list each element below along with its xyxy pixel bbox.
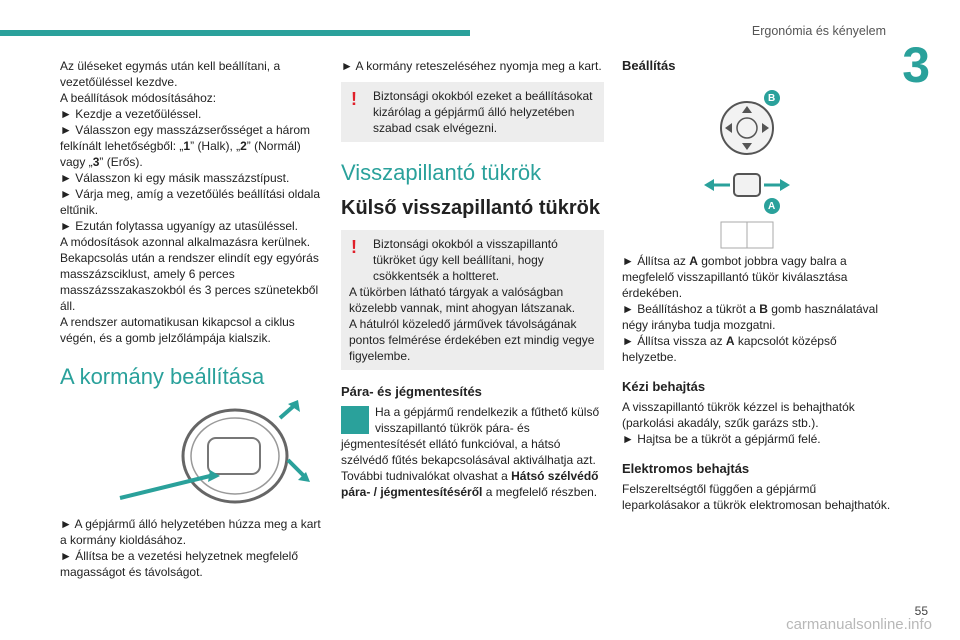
paragraph: A beállítások módosításához: [60, 91, 217, 105]
header-accent-bar [0, 30, 470, 36]
step: ► Kezdje a vezetőüléssel. [60, 107, 202, 121]
page-number: 55 [914, 604, 928, 618]
step: ► A gépjármű álló helyzetében húzza meg a kart a kormány kioldásához. [60, 517, 321, 547]
subsection-heading: Elektromos behajtás [622, 461, 750, 476]
steering-wheel-illustration [60, 398, 322, 508]
step: ► Válasszon ki egy másik masszázstípust. [60, 171, 290, 185]
step: ► Ezután folytassa ugyanígy az utasüléssel. [60, 219, 299, 233]
step: ► Beállításhoz a tükröt a B gomb használatával négy irányba tudja mozgatni. [622, 302, 879, 332]
label-a: A [768, 201, 776, 212]
paragraph: Az üléseket egymás után kell beállítani, a vezetőüléssel kezdve. [60, 59, 281, 89]
defrost-paragraph: Ha a gépjármű rendelkezik a fűthető külső visszapillantó tükrök pára- és jégmentesítését ellátó funkcióval, a hátsó szélvédő fűtés bekapcsolásával aktiválhatja azt. További tudnivalókat olvashat a Hátsó szélvédő pára- / jégmentesítéséről a megfelelő részben. [341, 405, 600, 499]
subsection-heading: Kézi behajtás [622, 379, 706, 394]
steering-wheel-icon [60, 398, 322, 508]
column-2 [341, 58, 604, 500]
warning-box: ! Biztonsági okokból ezeket a beállításokat kizárólag a gépjármű álló helyzetében szabad csak elvégezni. [341, 82, 604, 142]
paragraph: Felszereltségtől függően a gépjármű leparkolásakor a tükrök elektromosan behajthatók. [622, 482, 891, 512]
paragraph: A visszapillantó tükrök kézzel is behajthatók (parkolási akadály, szűk garázs stb.). [622, 400, 855, 430]
section-heading: Visszapillantó tükrök [341, 160, 542, 185]
paragraph: A módosítások azonnal alkalmazásra kerülnek. [60, 235, 311, 249]
subsection-heading: Külső visszapillantó tükrök [341, 197, 600, 219]
column-1 [60, 58, 322, 580]
warning-box: ! Biztonsági okokból a visszapillantó tükröket úgy kell beállítani, hogy csökkentsék a holtteret. A tükörben látható tárgyak a valóságban közelebb vannak, mint ahogyan látszanak. A hátulról közeledő járművek távolságának pontos felmérése érdekében ezt mindig vegye figyelembe. [341, 230, 604, 370]
warning-icon: ! [351, 237, 357, 257]
paragraph: A rendszer automatikusan kikapcsol a ciklus végén, és a gomb jelzőlámpája kialszik. [60, 315, 295, 345]
step: ► Várja meg, amíg a vezetőülés beállítási oldala eltűnik. [60, 187, 321, 217]
step: ► Állítsa az A gombot jobbra vagy balra a megfelelő visszapillantó tükör kiválasztása érdekében. [622, 254, 848, 300]
label-b: B [768, 93, 776, 104]
paragraph: Bekapcsolás után a rendszer elindít egy egyórás masszázsciklust, amely 6 perces masszázsszakaszokból és 3 perces szünetekből áll. [60, 251, 319, 313]
rear-defrost-icon [341, 406, 369, 434]
column-3 [622, 58, 892, 513]
mirror-joystick-icon [622, 78, 892, 253]
chapter-number: 3 [902, 37, 930, 93]
header-title: Ergonómia és kényelem [751, 24, 886, 38]
step: ► Állítsa vissza az A kapcsolót középső helyzetbe. [622, 334, 837, 364]
mirror-control-illustration [622, 78, 892, 253]
step: ► Válasszon egy masszázserősséget a három felkínált lehetőségből: „1” (Halk), „2” (Normál) vagy „3” (Erős). [60, 123, 310, 169]
step: ► A kormány reteszeléséhez nyomja meg a kart. [341, 59, 602, 73]
watermark: carmanualsonline.info [786, 616, 932, 633]
warning-icon: ! [351, 89, 357, 109]
step: ► Hajtsa be a tükröt a gépjármű felé. [622, 432, 821, 446]
step: ► Állítsa be a vezetési helyzetnek megfelelő magasságot és távolságot. [60, 549, 299, 579]
section-heading: A kormány beállítása [60, 364, 265, 389]
subsection-heading: Beállítás [622, 58, 676, 73]
subsection-heading: Pára- és jégmentesítés [341, 384, 482, 399]
